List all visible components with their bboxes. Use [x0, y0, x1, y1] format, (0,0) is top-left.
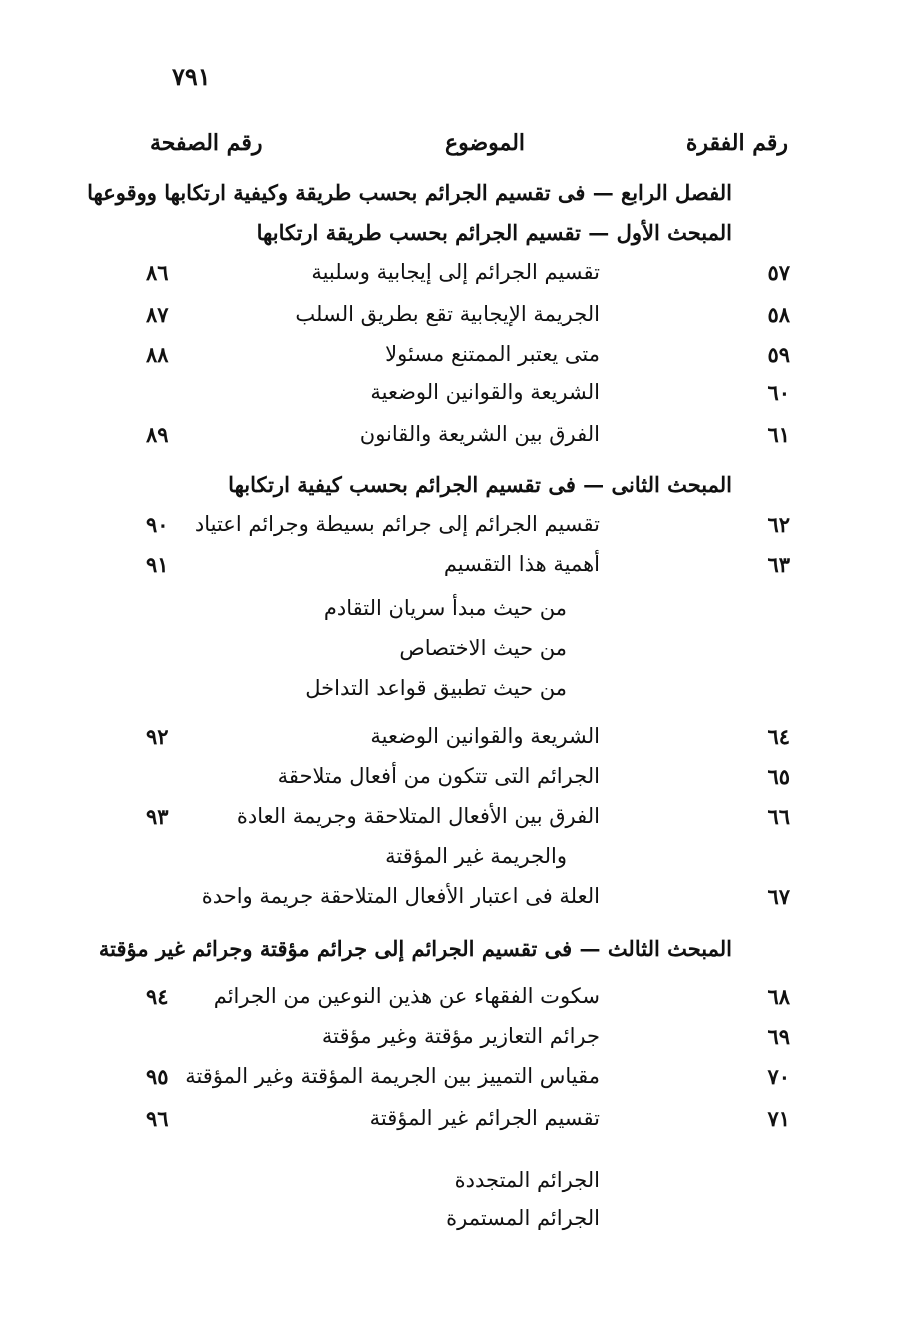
- header-topic: الموضوع: [444, 130, 526, 156]
- header-page-number: رقم الصفحة: [150, 130, 263, 156]
- table-row: [0, 512, 900, 548]
- topic-text: الشريعة والقوانين الوضعية: [370, 724, 600, 748]
- table-row: [0, 1024, 900, 1060]
- table-row: [0, 552, 900, 588]
- table-row: [0, 380, 900, 416]
- sub-item: من حيث تطبيق قواعد التداخل: [305, 676, 567, 700]
- paragraph-number: ٦٧: [767, 884, 790, 909]
- page-ref: ٨٨: [146, 342, 169, 367]
- topic-text: متى يعتبر الممتنع مسئولا: [385, 342, 600, 366]
- chapter-heading: الفصل الرابع — فى تقسيم الجرائم بحسب طريقة وكيفية ارتكابها ووقوعها: [87, 180, 732, 205]
- table-row: [0, 1064, 900, 1100]
- table-row: [0, 884, 900, 920]
- table-row: [0, 260, 900, 296]
- paragraph-number: ٦٦: [767, 804, 790, 829]
- page-ref: ٩١: [146, 552, 169, 577]
- paragraph-number: ٦٠: [767, 380, 790, 405]
- paragraph-number: ٦٢: [767, 512, 790, 537]
- section2-heading: المبحث الثانى — فى تقسيم الجرائم بحسب كيفية ارتكابها: [228, 472, 732, 497]
- paragraph-number: ٦٥: [767, 764, 790, 789]
- sub-item: من حيث مبدأ سريان التقادم: [323, 596, 567, 620]
- page-ref: ٨٦: [146, 260, 169, 285]
- page-ref: ٩٣: [146, 804, 169, 829]
- paragraph-number: ٦١: [767, 422, 790, 447]
- table-row: [0, 764, 900, 800]
- page-ref: ٩٤: [146, 984, 169, 1009]
- topic-text: تقسيم الجرائم إلى جرائم بسيطة وجرائم اعتياد: [194, 512, 600, 536]
- page-ref: ٩٢: [146, 724, 169, 749]
- topic-text: جرائم التعازير مؤقتة وغير مؤقتة: [321, 1024, 600, 1048]
- table-row: [0, 342, 900, 378]
- topic-text: الفرق بين الأفعال المتلاحقة وجريمة العادة: [236, 804, 600, 828]
- paragraph-number: ٦٣: [767, 552, 790, 577]
- page-ref: ٨٧: [146, 302, 169, 327]
- paragraph-number: ٦٤: [767, 724, 790, 749]
- topic-text: سكوت الفقهاء عن هذين النوعين من الجرائم: [213, 984, 600, 1008]
- page-ref: ٩٠: [146, 512, 169, 537]
- paragraph-number: ٥٧: [767, 260, 790, 285]
- topic-text: تقسيم الجرائم إلى إيجابية وسلبية: [311, 260, 600, 284]
- topic-text: الجريمة الإيجابية تقع بطريق السلب: [295, 302, 600, 326]
- table-row: [0, 984, 900, 1020]
- section3-heading: المبحث الثالث — فى تقسيم الجرائم إلى جرائم مؤقتة وجرائم غير مؤقتة: [98, 936, 732, 961]
- page-ref: ٩٦: [146, 1106, 169, 1131]
- sub-item: من حيث الاختصاص: [399, 636, 567, 660]
- table-row: [0, 422, 900, 458]
- section1-heading: المبحث الأول — تقسيم الجرائم بحسب طريقة ارتكابها: [256, 220, 732, 245]
- table-row: [0, 804, 900, 840]
- topic-text: تقسيم الجرائم غير المؤقتة: [369, 1106, 600, 1130]
- tail-item: الجرائم المتجددة: [454, 1168, 600, 1192]
- topic-text: الجرائم التى تتكون من أفعال متلاحقة: [277, 764, 600, 788]
- topic-text: مقياس التمييز بين الجريمة المؤقتة وغير المؤقتة: [185, 1064, 600, 1088]
- header-paragraph-number: رقم الفقرة: [685, 130, 788, 156]
- continuation-line: والجريمة غير المؤقتة: [385, 844, 567, 868]
- paragraph-number: ٦٨: [767, 984, 790, 1009]
- page-number: ٧٩١: [172, 62, 211, 91]
- topic-text: أهمية هذا التقسيم: [443, 552, 600, 576]
- page-ref: ٨٩: [146, 422, 169, 447]
- table-row: [0, 1106, 900, 1142]
- paragraph-number: ٧١: [767, 1106, 790, 1131]
- paragraph-number: ٥٨: [767, 302, 790, 327]
- tail-item: الجرائم المستمرة: [446, 1206, 600, 1230]
- paragraph-number: ٦٩: [767, 1024, 790, 1049]
- topic-text: العلة فى اعتبار الأفعال المتلاحقة جريمة واحدة: [201, 884, 600, 908]
- table-row: [0, 724, 900, 760]
- topic-text: الشريعة والقوانين الوضعية: [370, 380, 600, 404]
- topic-text: الفرق بين الشريعة والقانون: [359, 422, 600, 446]
- paragraph-number: ٥٩: [767, 342, 790, 367]
- page-ref: ٩٥: [146, 1064, 169, 1089]
- table-row: [0, 302, 900, 338]
- paragraph-number: ٧٠: [767, 1064, 790, 1089]
